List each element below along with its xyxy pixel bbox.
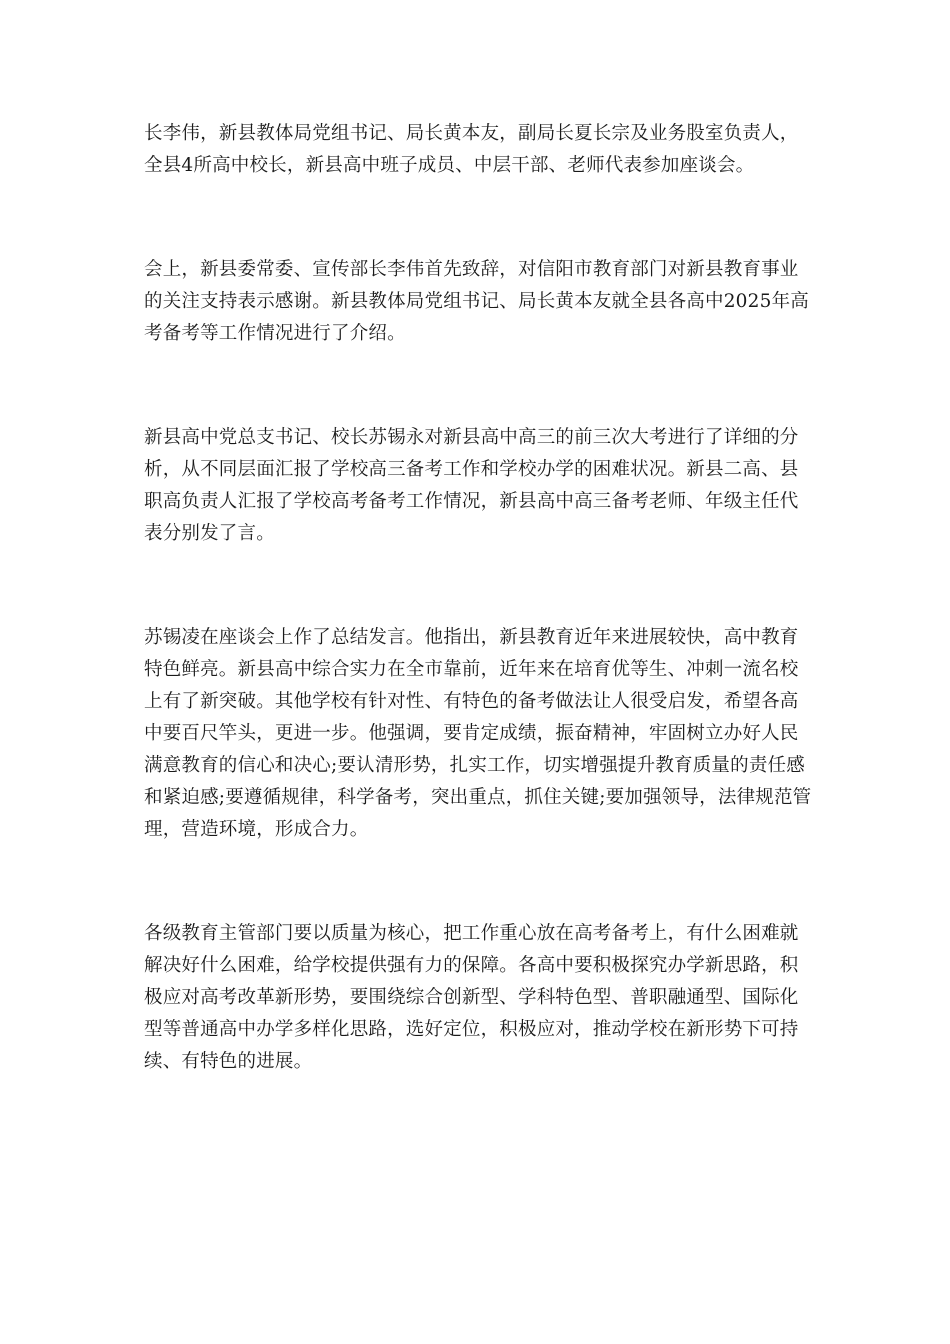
document-body: [144, 118, 814, 1078]
paragraph-attendees: 长李伟，新县教体局党组书记、局长黄本友，副局长夏长宗及业务股室负责人，全县4所高中校长，新县高中班子成员、中层干部、老师代表参加座谈会。: [144, 123, 799, 176]
paragraph-opening-remarks: 会上，新县委常委、宣传部长李伟首先致辞，对信阳市教育部门对新县教育事业的关注支持表示感谢。新县教体局党组书记、局长黄本友就全县各高中2025年高考备考等工作情况进行了介绍。: [144, 259, 809, 344]
paragraph-school-reports: 新县高中党总支书记、校长苏锡永对新县高中高三的前三次大考进行了详细的分析，从不同层面汇报了学校高三备考工作和学校办学的困难状况。新县二高、县职高负责人汇报了学校高考备考工作情况，新县高中高三备考老师、年级主任代表分别发了言。: [144, 427, 799, 544]
paragraph-requirements: 各级教育主管部门要以质量为核心，把工作重心放在高考备考上，有什么困难就解决好什么困难，给学校提供强有力的保障。各高中要积极探究办学新思路，积极应对高考改革新形势，要围绕综合创新型、学科特色型、普职融通型、国际化型等普通高中办学多样化思路，选好定位，积极应对，推动学校在新形势下可持续、有特色的进展。: [144, 923, 799, 1072]
paragraph-summary-speech: 苏锡凌在座谈会上作了总结发言。他指出，新县教育近年来进展较快，高中教育特色鲜亮。新县高中综合实力在全市靠前，近年来在培育优等生、冲刺一流名校上有了新突破。其他学校有针对性、有特色的备考做法让人很受启发，希望各高中要百尺竿头，更进一步。他强调，要肯定成绩，振奋精神，牢固树立办好人民满意教育的信心和决心;要认清形势，扎实工作，切实增强提升教育质量的责任感和紧迫感;要遵循规律，科学备考，突出重点，抓住关键;要加强领导，法律规范管理，营造环境，形成合力。: [144, 627, 812, 840]
